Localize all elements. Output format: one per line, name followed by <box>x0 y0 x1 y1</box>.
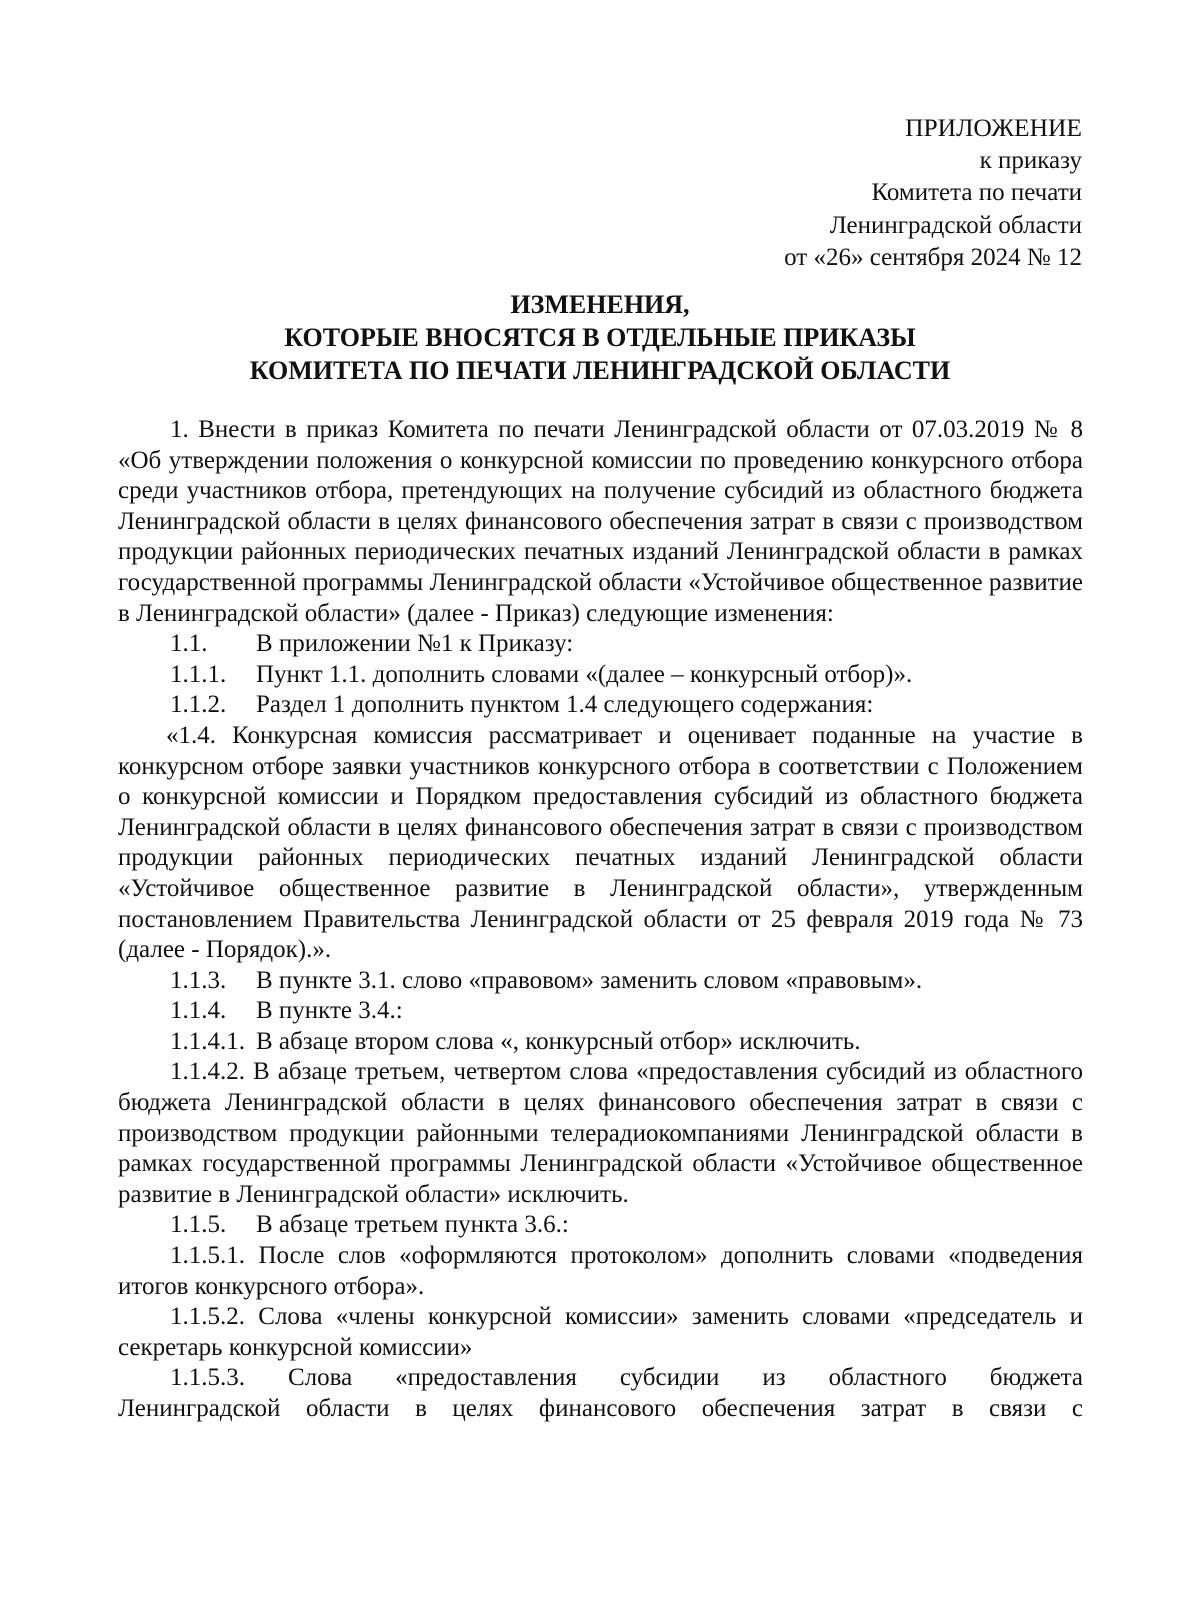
item-1-1 <box>118 629 1083 660</box>
item-number: 1.1. <box>170 630 208 658</box>
attachment-committee: Комитета по печати <box>871 179 1082 206</box>
item-number: 1.1.4.1. <box>170 1027 245 1055</box>
item-1-1-2 <box>118 690 1083 721</box>
attachment-date-number: от «26» сентября 2024 № 12 <box>784 244 1082 271</box>
item-text: Пункт 1.1. дополнить словами «(далее – конкурсный отбор)». <box>256 660 913 688</box>
item-number: 1.1.4. <box>170 997 227 1025</box>
title-line-2: КОТОРЫЕ ВНОСЯТСЯ В ОТДЕЛЬНЫЕ ПРИКАЗЫ <box>284 323 916 352</box>
item-text: В приложении №1 к Приказу: <box>256 630 574 658</box>
item-number: 1.1.3. <box>170 966 227 994</box>
paragraph-1: 1. Внести в приказ Комитета по печати Ленинградской области от 07.03.2019 № 8 «Об утверждении положения о конкурсной комиссии по проведению конкурсного отбора среди участников отбора, претендующих на получение субсидий из областного бюджета Ленинградской области в целях финансового обеспечения затрат в связи с производством продукции районных периодических печатных изданий Ленинградской области в рамках государственной программы Ленинградской области «Устойчивое общественное развитие в Ленинградской области» (далее - Приказ) следующие изменения: <box>118 416 1083 627</box>
item-1-1-1 <box>118 660 1083 691</box>
item-text: В пункте 3.1. слово «правовом» заменить словом «правовым». <box>256 966 923 994</box>
item-number: 1.1.1. <box>170 660 227 688</box>
paragraph-1-1-5-1: 1.1.5.1. После слов «оформляются протоколом» дополнить словами «подведения итогов конкурсного отбора». <box>118 1242 1083 1300</box>
item-number: 1.1.5. <box>170 1211 227 1239</box>
item-text: Раздел 1 дополнить пунктом 1.4 следующего содержания: <box>256 691 874 719</box>
item-1-1-5 <box>118 1210 1083 1241</box>
attachment-order-ref: к приказу <box>979 146 1082 174</box>
attachment-region: Ленинградской области <box>829 211 1082 239</box>
item-text: В абзаце втором слова «, конкурсный отбор» исключить. <box>256 1027 861 1055</box>
item-1-1-4 <box>118 996 1083 1027</box>
paragraph-1-1-4-2: 1.1.4.2. В абзаце третьем, четвертом слова «предоставления субсидий из областного бюджета Ленинградской области в целях финансового обеспечения затрат в связи с производством продукции районными телерадиокомпаниями Ленинградской области в рамках государственной программы Ленинградской области «Устойчивое общественное развитие в Ленинградской области» исключить. <box>118 1058 1083 1208</box>
document-title <box>0 288 1200 387</box>
title-line-3: КОМИТЕТА ПО ПЕЧАТИ ЛЕНИНГРАДСКОЙ ОБЛАСТИ <box>249 356 951 385</box>
item-1-1-3 <box>118 966 1083 997</box>
title-line-1: ИЗМЕНЕНИЯ, <box>510 290 690 319</box>
attachment-header <box>784 112 1082 275</box>
document-body <box>118 415 1083 1425</box>
item-text: В пункте 3.4.: <box>256 997 403 1025</box>
paragraph-1-1-5-3 <box>118 1363 1083 1424</box>
paragraph-1-1-5-2: 1.1.5.2. Слова «члены конкурсной комиссии» заменить словами «председатель и секретарь конкурсной комиссии» <box>118 1303 1083 1361</box>
item-number: 1.1.2. <box>170 691 227 719</box>
item-text: В абзаце третьем пункта 3.6.: <box>256 1211 569 1239</box>
paragraph-1-4-quote: «1.4. Конкурсная комиссия рассматривает и оценивает поданные на участие в конкурсном отборе заявки участников конкурсного отбора в соответствии с Положением о конкурсной комиссии и Порядком предоставления субсидий из областного бюджета Ленинградской области в целях финансового обеспечения затрат в связи с производством продукции районных периодических печатных изданий Ленинградской области «Устойчивое общественное развитие в Ленинградской области», утвержденным постановлением Правительства Ленинградской области от 25 февраля 2019 года № 73 (далее - Порядок).». <box>118 721 1083 964</box>
attachment-label: ПРИЛОЖЕНИЕ <box>905 113 1082 142</box>
item-1-1-4-1 <box>118 1027 1083 1058</box>
paragraph-line: Ленинградской области в целях финансового обеспечения затрат в связи с <box>118 1395 1083 1422</box>
paragraph-line: 1.1.5.3. Слова «предоставления субсидии из областного бюджета <box>170 1364 1083 1392</box>
